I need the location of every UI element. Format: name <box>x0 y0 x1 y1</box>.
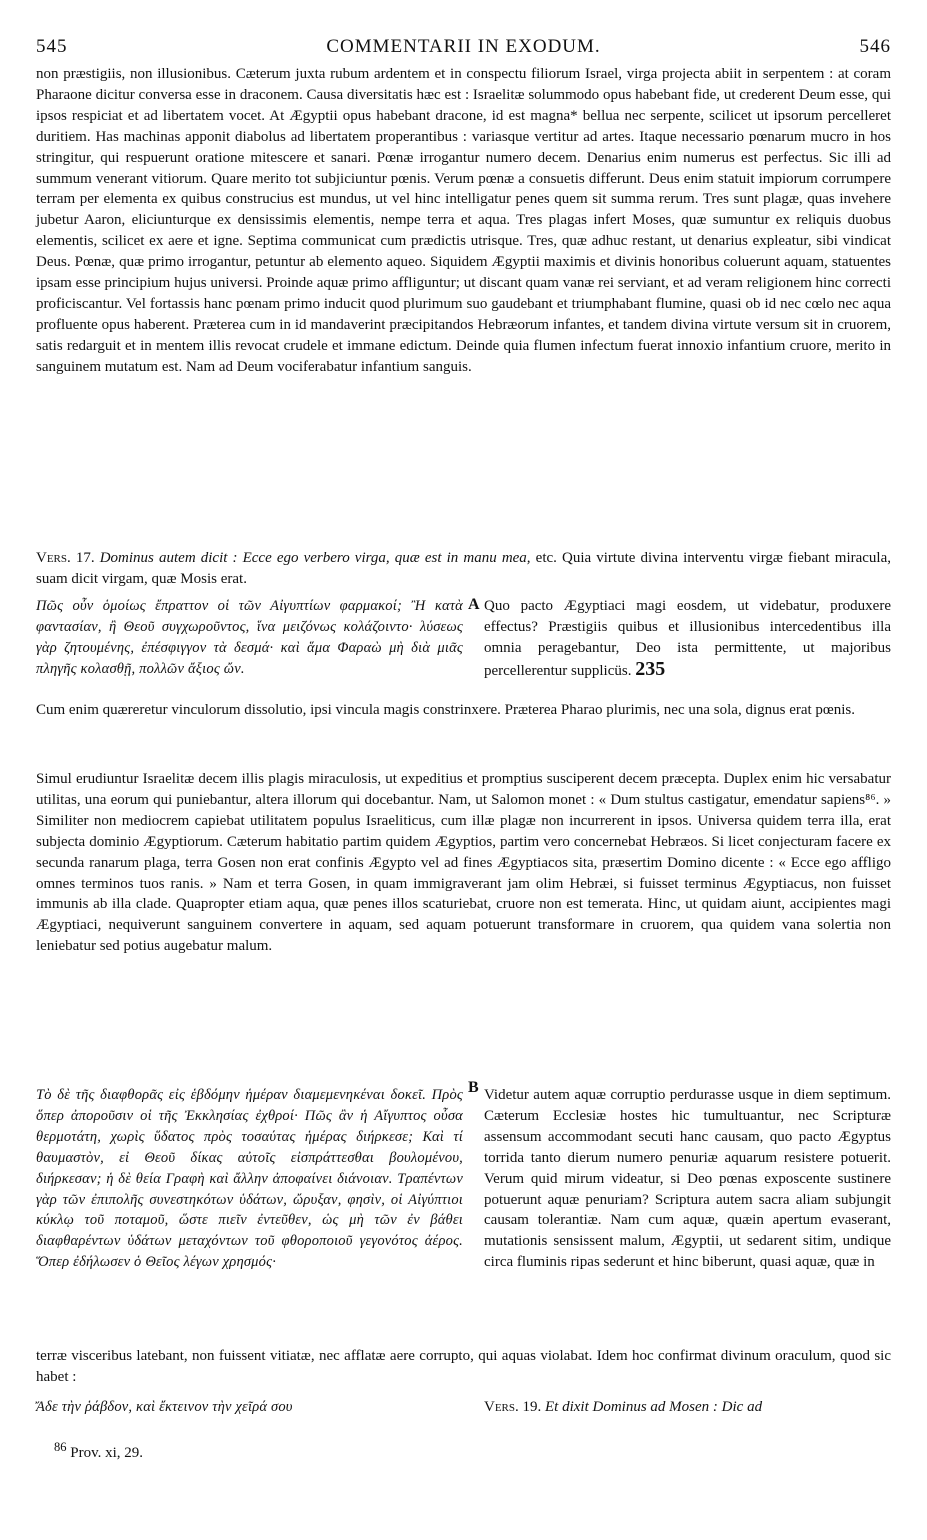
latin-text: Quo pacto Ægyptiaci magi eosdem, ut videbatur, produxere effectus? Præstigiis quibus et illusionibus intercedentibus illa omnia peragebantur, Deo ista permittente, ut majoribus percellerentur supplicüs. <box>484 598 891 679</box>
page-number-left: 545 <box>36 36 68 57</box>
paragraph-text: terræ visceribus latebant, non fuissent vitiatæ, nec afflatæ aere corrupto, qui aquas violabat. Idem hoc confirmat divinum oraculum, quod sic habet : <box>36 1348 891 1385</box>
running-title: COMMENTARII IN EXODUM. <box>326 36 601 57</box>
section-marker-a: A <box>468 596 480 613</box>
verse-label: Vers. 17. <box>36 550 95 566</box>
latin-paragraph-3 <box>36 1346 891 1388</box>
section-a-continuation <box>36 700 891 721</box>
paragraph-text: non præstigiis, non illusionibus. Cæterum juxta rubum ardentem et in conspectu filiorum Israel, virga projecta abiit in serpentem : at coram Pharaone dicitur conversa esse in draconem. Causa diversitatis hæc est : Israelitæ solummodo opus habebant fide, ut crederent Deum esse, qui ipsos respiciat et ad libertatem vocet. At Ægyptii opus habebant dracone, id est magna* bellua nec serpente, scilicet ut ipsorum percelleret duritiem. Has machinas apponit diabolus ad libertatem properantibus : variasque vertitur ad artes. Itaque necessario pœnarum mucro in hos stringitur, qui respuerunt oratione mitescere et sanari. Pœnæ irrogantur numero decem. Denarius enim numerus est perfectus. Sic illi ad summum venerant vitiorum. Quare merito tot subjiciuntur pœnis. Verum pœnæ a consuetis differunt. Deus enim statuit impiorum corrumpere terram per elementa ex quibus construcius est mundus, ut vel hinc intelligatur penes quem sit summa rerum. Tres sunt plagæ, quas invehere jubetur Aaron, eliciunturque ex densissimis elementis, nempe terra et aqua. Tres plagas infert Moses, quæ sumuntur ex reliquis duobus elementis, scilicet ex aere et igne. Septima communicat cum prædictis utrisque. Tres, quæ adhuc restant, ut denarius expleatur, sibi vindicat Deus. Pœnæ, quæ primo irrogantur, petuntur ab elemento aqueo. Siquidem Ægyptii maximis et divinis honoribus coluerunt aquam, statuentes ipsam esse principium hujus universi. Proinde aquæ primo affliguntur; ut discant quam vanæ rei serviant, et ad veram religionem hinc correcti proficiscantur. Vel fortassis hanc pœnam primo inducit quod plurimum suo gaudebant et triumphabant flumine, quasi ob id nec cœlo nec aqua profluente opus haberent. Præterea cum in id mandaverint præcipitandos Hebræorum infantes, et tandem divina virtute versum sit in cruorem, satis redarguit et in mentem illis revocat crudele et immane edictum. Deinde quia flumen infectum fuerat innoxio infantium cruore, merito in sanguinem mutatum est. Nam ad Deum vociferabatur infantium sanguis. <box>36 66 891 375</box>
greek-column-a: Πῶς οὖν ὁμοίως ἔπραττον οἱ τῶν Αἰγυπτίων φαρμακοί; Ἢ κατὰ φαντασίαν, ἢ Θεοῦ συγχωροῦντος, ἵνα μειζόνως κολάζοιντο· λύσεως γὰρ ζητουμένης, ἐπέσφιγγον τὰ δεσμά· καὶ ἅμα Φαραὼ μὴ διὰ μιᾶς πληγῆς κολασθῇ, πολλῶν ἄξιος ὤν. <box>36 598 463 677</box>
latin-paragraph-1 <box>36 64 891 378</box>
verse-19-line <box>484 1397 891 1418</box>
verse-commentary: etc. Quia virtute divina interventu virgæ fiebant miracula, suam dicit virgam, quæ Mosis erat. <box>36 550 891 587</box>
verse-17-paragraph <box>36 548 891 590</box>
latin-paragraph-2 <box>36 769 891 957</box>
column-number: 235 <box>635 657 666 680</box>
latin-column-b: Videtur autem aquæ corruptio perdurasse usque in diem septimum. Cæterum Ecclesiæ hostes hic tumultuantur, nec Scripturæ assensum accommodant secuti hanc causam, quo pacto Ægyptus torrida tanto dierum numero penuriæ aquarum resistere potuerit. Verum quid mirum videatur, si Deo pœnas exposcente sustinere potuerunt aquæ penuriam? Scriptura autem sacra aliam subjungit causam tolerantiæ. Nam cum aquæ, quæin apertum evaserant, mutationis sensissent malum, Ægyptii, ut sedarent sitim, undique circa fluminis ripas sederunt et hinc biberunt, quasi aquæ, quæ in <box>484 1087 891 1271</box>
section-marker-b: B <box>468 1079 479 1096</box>
running-header <box>36 36 891 60</box>
footnote-text: Prov. xi, 29. <box>70 1445 144 1461</box>
paragraph-text: Cum enim quæreretur vinculorum dissolutio, ipsi vincula magis constrinxere. Præterea Pharao plurimis, nec una sola, dignus erat pœnis. <box>36 702 856 718</box>
footnote-number: 86 <box>54 1440 67 1454</box>
paragraph-text: Simul erudiuntur Israelitæ decem illis plagis miraculosis, ut expeditius et promptius susciperent decem præcepta. Duplex enim hic versabatur utilitas, una eorum qui puniebantur, altera illorum qui docebantur. Nam, ut Salomon monet : « Dum stultus castigatur, emendatur sapiens⁸⁶. » Similiter non mediocrem capiebat utilitatem populus Israeliticus, cum illæ plagæ non incurrerent in ipsos. Universa quidem terra illa, erat subjecta dominio Ægyptiorum. Cæterum habitatio partim quidem Ægyptios, partim vero concernebat Hebræos. Si licet conjecturam facere ex secunda ranarum plaga, terra Gosen non erat confinis Ægypto vel ad fines Ægyptiacos sita, præsertim Domino dicente : « Ecce ego affligo omnes terminos tuos ranis. » Nam et terra Gosen, in quam immigraverant jam olim Hebræi, si fuisset terminus Ægyptiacus, non fuisset immunis ab illa clade. Quapropter etiam aqua, quæ penes illos scaturiebat, cruore non est temerata. Hinc, ut quidam aiunt, accipientes magi Ægyptiaci, nequiverunt sanguinem convertere in aquam, sed aquam potuerunt transformare in cruorem, qua quidem vana solertia non leniebatur sed potius augebatur malum. <box>36 771 891 955</box>
greek-column-b: Τὸ δὲ τῆς διαφθορᾶς εἰς ἑβδόμην ἡμέραν διαμεμενηκέναι δοκεῖ. Πρὸς ὅπερ ἀποροῦσιν οἱ τῆς Ἐκκλησίας ἐχθροί· Πῶς ἂν ἡ Αἴγυπτος οὖσα θερμοτάτη, χωρὶς ὕδατος πρὸς τοσαύτας ἡμέρας διήρκεσε; Καὶ τί θαυμαστὸν, εἰ Θεοῦ δίκας αὐτοῖς εἰσπράττεσθαι βουλομένου, διήρκεσαν; ἡ δὲ θεία Γραφὴ καὶ ἄλλην ἀποφαίνει διάνοιαν. Τραπέντων γὰρ τῶν ἐπιπολῆς συνεστηκότων ὑδάτων, ὤρυξαν, φησὶν, οἱ Αἰγύπτιοι κύκλῳ τοῦ ποταμοῦ, ὥστε πιεῖν ἐντεῦθεν, ὡς μὴ τῶν ἐν βάθει διαφθαρέντων ὑδάτων μεταχόντων τοῦ φθοροποιοῦ γεγονότος ἀέρος. Ὅπερ ἐδήλωσεν ὁ Θεῖος λέγων χρησμός· <box>36 1087 463 1271</box>
verse-quote: Et dixit Dominus ad Mosen : Dic ad <box>545 1399 763 1415</box>
latin-column-a <box>484 596 891 682</box>
page-number-right: 546 <box>859 36 891 57</box>
verse-label: Vers. 19. <box>484 1399 542 1415</box>
greek-line-bottom: Ἄδε τὴν ῥάβδον, καὶ ἔκτεινον τὴν χεῖρά σου <box>36 1399 293 1415</box>
verse-quote: Dominus autem dicit : Ecce ego verbero virga, quæ est in manu mea, <box>99 550 531 566</box>
footnote <box>54 1440 143 1462</box>
